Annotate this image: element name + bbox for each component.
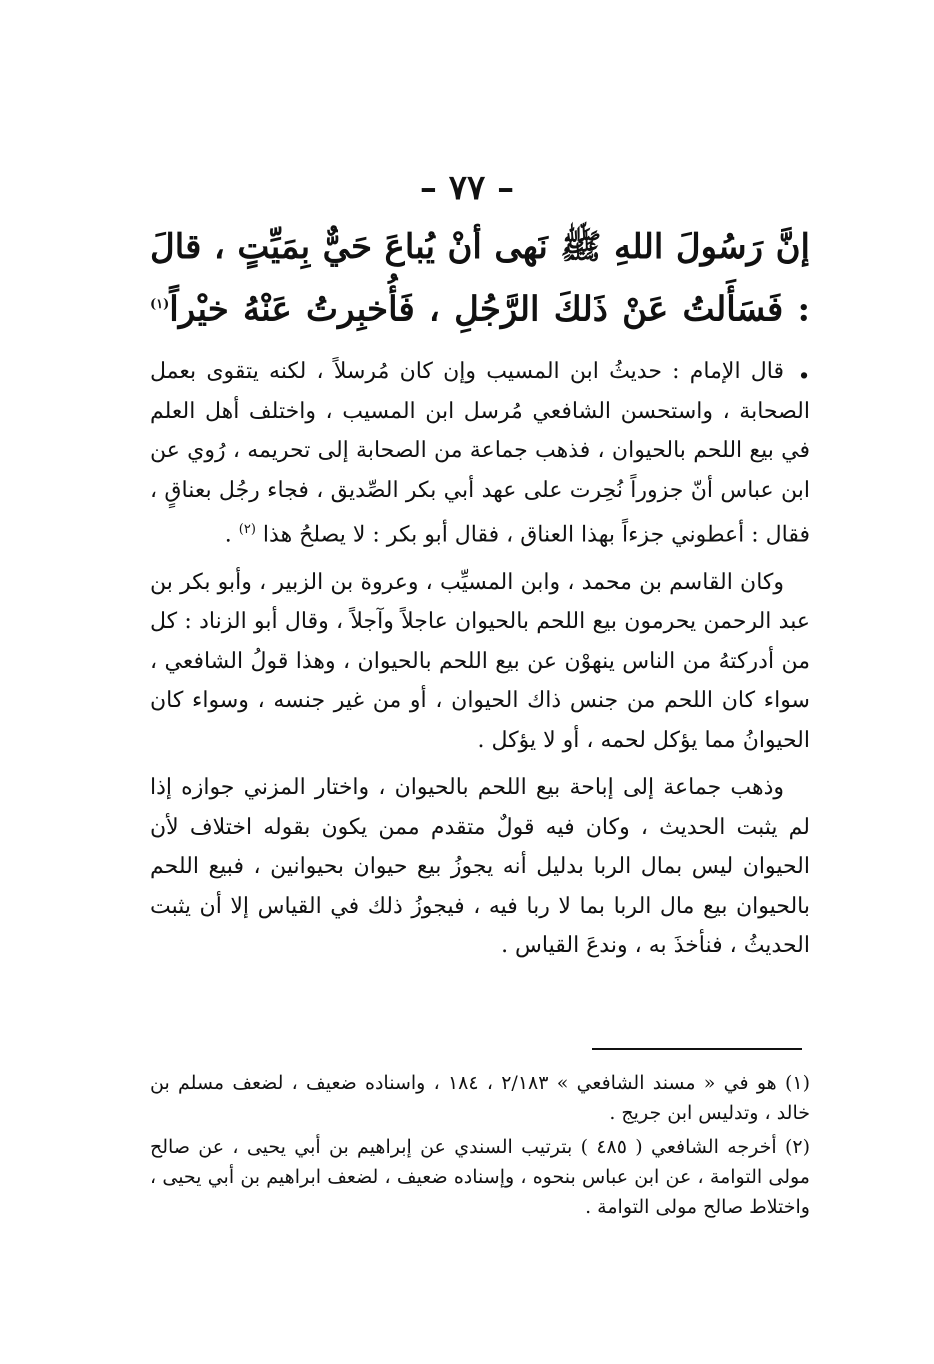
- footnote-separator: [592, 1048, 802, 1050]
- hadith-end: .: [798, 347, 810, 388]
- footnote-marker: (١): [150, 297, 170, 312]
- paragraph-text: وكان القاسم بن محمد ، وابن المسيِّب ، وعروة بن الزبير ، وأبو بكر بن عبد الرحمن يحرمون بيع اللحم بالحيوان عاجلاً وآجلاً ، وقال أبو الزناد : كل من أدركتهُ من الناس ينهوْن عن بيع اللحم بالحيوان ، وهذا قولُ الشافعي ، سواء كان اللحم من جنس ذاك الحيوان ، أو من غير جنسه ، وسواء كان الحيوانُ مما يؤكل لحمه ، أو لا يؤكل .: [150, 569, 810, 753]
- paragraph-end: .: [224, 522, 239, 548]
- footnote: (٢) أخرجه الشافعي ( ٤٨٥ ) بترتيب السندي عن إبراهيم بن أبي يحيى ، عن صالح مولى التوامة ، عن ابن عباس بنحوه ، وإسناده ضعيف ، لضعف ابراهيم بن أبي يحيى ، واختلاط صالح مولى التوامة .: [150, 1136, 810, 1218]
- paragraph: [150, 352, 810, 555]
- body-text: [150, 352, 810, 974]
- paragraph: [150, 768, 810, 966]
- hadith-text: إنَّ رَسُولَ اللهِ ﷺ نَهى أنْ يُباعَ حَيٌّ بِمَيِّتٍ ، قالَ : فَسَأَلتُ عَنْ ذَلكَ الرَّجُلِ ، فَأُخبِرتُ عَنْهُ خيْراً: [150, 227, 810, 330]
- paragraph: [150, 563, 810, 761]
- footnote: (١) هو في « مسند الشافعي » ٢/١٨٣ ، ١٨٤ ، واسناده ضعيف ، لضعف مسلم بن خالد ، وتدليس ابن جريج .: [150, 1072, 810, 1124]
- paragraph-text: قال الإمام : حديثُ ابن المسيب وإن كان مُرسلاً ، لكنه يتقوى بعمل الصحابة ، واستحسن الشافعي مُرسل ابن المسيب ، واختلف أهل العلم في بيع اللحم بالحيوان ، فذهب جماعة من الصحابة إلى تحريمه ، رُوي عن ابن عباس أنّ جزوراً نُحِرت على عهد أبي بكر الصِّديق ، فجاء رجُل بعناقٍ ، فقال : أعطوني جزءاً بهذا العناق ، فقال أبو بكر : لا يصلحُ هذا: [150, 359, 810, 548]
- footnote-marker: (٢): [238, 522, 256, 537]
- footnotes: [150, 1068, 810, 1226]
- paragraph-text: وذهب جماعة إلى إباحة بيع اللحم بالحيوان ، واختار المزني جوازه إذا لم يثبت الحديث ، وكان فيه قولٌ متقدم ممن يكون بقوله اختلاف لأن الحيوان ليس بمال الربا بدليل أنه يجوزُ بيع حيوان بحيوانين ، فبيع اللحم بالحيوان بيع مال الربا بما لا ربا فيه ، فيجوزُ ذلك في القياس إلا أن يثبت الحديثُ ، فنأخذَ به ، وندعَ القياس .: [150, 775, 810, 959]
- page-number: – ٧٧ –: [419, 168, 515, 208]
